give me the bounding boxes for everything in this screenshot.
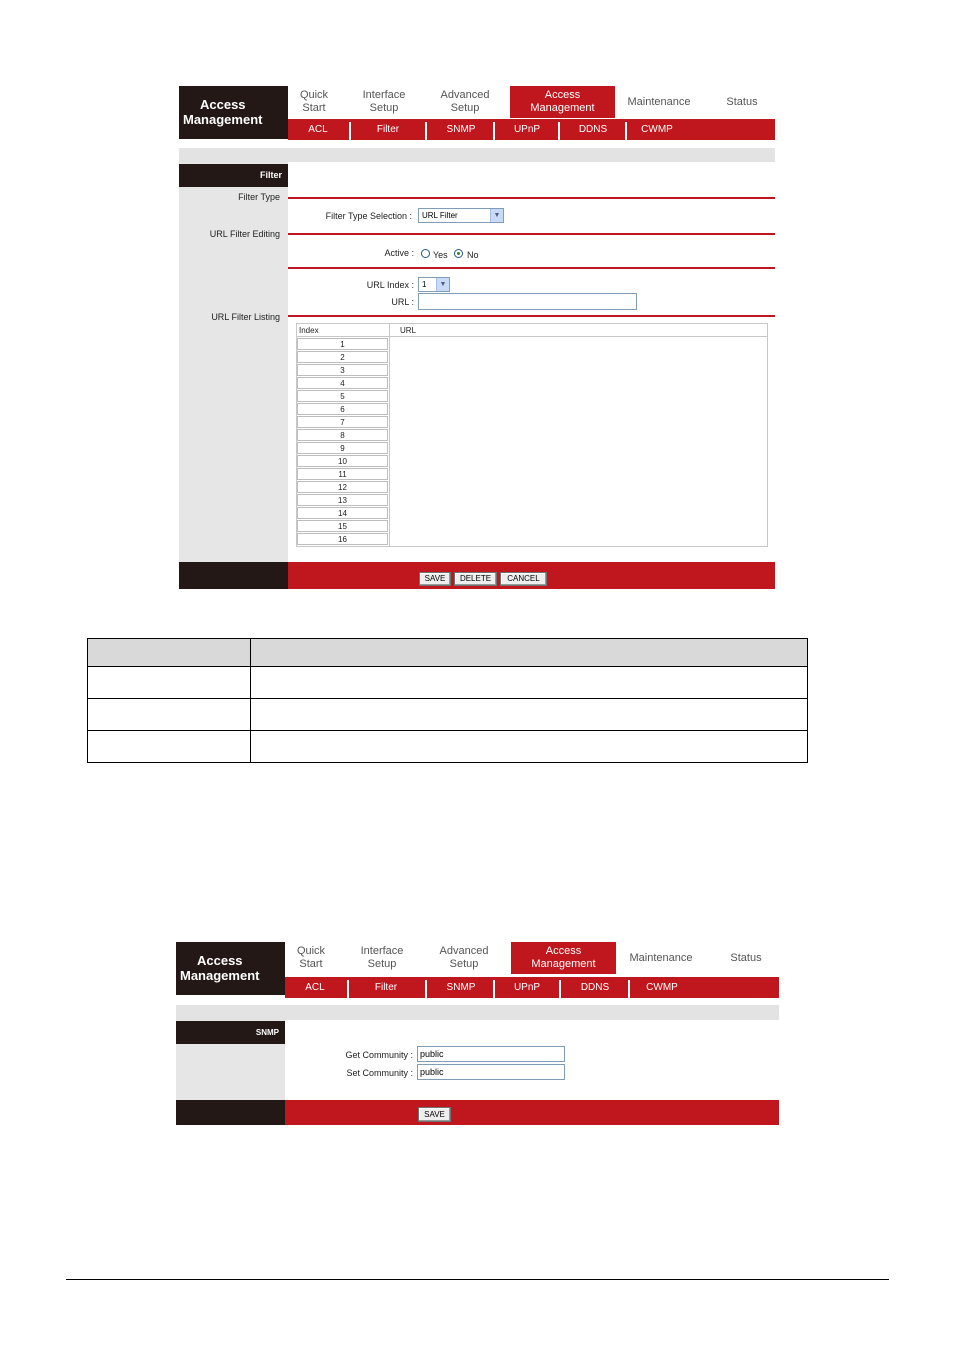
table-cell [88,667,251,699]
url-label: URL : [391,297,414,307]
header-spacer [179,148,775,162]
table-row [88,667,808,699]
index-column [297,338,389,546]
table-row [88,731,808,763]
subnav-separator [493,980,495,998]
subnav-separator [349,122,351,140]
tab-interface-setup[interactable]: Interface Setup [362,89,406,114]
header-spacer [176,1005,779,1020]
table-cell [251,639,808,667]
filter-type-selection-label: Filter Type Selection : [325,211,412,221]
table-row: 16 [297,533,388,545]
get-community-label: Get Community : [345,1050,413,1060]
subnav-bar [285,977,779,998]
table-row: 3 [297,364,388,376]
url-filter-editing-label: URL Filter Editing [209,229,280,239]
table-row: 4 [297,377,388,389]
filter-type-select[interactable]: URL Filter ▼ [418,208,504,223]
subnav-separator [425,980,427,998]
divider [288,267,775,269]
page-footer-rule [66,1279,889,1280]
column-header-index: Index [299,326,319,335]
tab-advanced-setup[interactable]: Advanced Setup [440,89,490,114]
active-label: Active : [384,248,414,258]
tab-interface-setup[interactable]: Interface Setup [360,945,404,970]
url-index-label: URL Index : [366,280,414,290]
table-row: 5 [297,390,388,402]
table-row: 1 [297,338,388,350]
left-column [179,162,288,562]
tab-access-management[interactable]: Access Management [510,86,615,118]
table-cell [88,731,251,763]
table-row: 10 [297,455,388,467]
delete-button[interactable]: DELETE [454,572,497,586]
active-yes-radio[interactable] [421,249,430,258]
subtab-ddns[interactable]: DDNS [578,124,608,135]
footer-bar [285,1100,779,1125]
table-row: 2 [297,351,388,363]
subtab-cwmp[interactable]: CWMP [641,124,673,135]
subnav-separator [493,122,495,140]
description-table [87,638,808,763]
tab-advanced-setup[interactable]: Advanced Setup [439,945,489,970]
url-input[interactable] [418,293,637,310]
chevron-down-icon: ▼ [436,278,449,291]
column-divider [389,324,390,546]
subtab-upnp[interactable]: UPnP [513,982,541,993]
save-button[interactable]: SAVE [419,572,451,586]
cancel-button[interactable]: CANCEL [500,572,547,586]
table-row [88,699,808,731]
url-filter-listing-label: URL Filter Listing [211,312,280,322]
subnav-separator [347,980,349,998]
footer-left [176,1100,285,1125]
subtab-filter[interactable]: Filter [376,124,400,135]
divider [288,233,775,235]
table-row: 8 [297,429,388,441]
subtab-cwmp[interactable]: CWMP [646,982,678,993]
tab-maintenance[interactable]: Maintenance [629,951,693,964]
table-row: 13 [297,494,388,506]
chevron-down-icon: ▼ [490,209,503,222]
subtab-upnp[interactable]: UPnP [513,124,541,135]
column-header-url: URL [400,326,417,335]
tab-quick-start[interactable]: Quick Start [296,945,326,970]
filter-panel [179,86,775,589]
table-header-row [88,639,808,667]
subnav-bar [288,119,775,140]
tab-status[interactable]: Status [730,951,762,964]
subtab-acl[interactable]: ACL [308,124,328,135]
subtab-snmp[interactable]: SNMP [446,982,476,993]
subtab-acl[interactable]: ACL [305,982,325,993]
active-no-label: No [467,250,479,260]
brand-logo: Access Management [176,942,285,995]
table-row: 9 [297,442,388,454]
table-cell [251,667,808,699]
table-row: 12 [297,481,388,493]
get-community-input[interactable]: public [417,1046,565,1062]
subnav-separator [625,122,627,140]
footer-left [179,562,288,589]
url-index-select[interactable]: 1 ▼ [418,277,450,292]
table-cell [88,699,251,731]
subnav-separator [559,980,561,998]
filter-type-label: Filter Type [238,192,280,202]
active-no-radio[interactable] [454,249,463,258]
subtab-filter[interactable]: Filter [374,982,398,993]
subnav-separator [558,122,560,140]
set-community-label: Set Community : [346,1068,413,1078]
brand-logo: Access Management [179,86,288,139]
snmp-panel [176,942,779,1125]
table-row: 6 [297,403,388,415]
subtab-snmp[interactable]: SNMP [446,124,476,135]
tab-maintenance[interactable]: Maintenance [627,95,691,108]
tab-quick-start[interactable]: Quick Start [299,89,329,114]
table-row: 7 [297,416,388,428]
url-filter-listing-table [296,323,768,547]
divider [288,197,775,199]
section-title: SNMP [176,1021,285,1044]
save-button[interactable]: SAVE [418,1107,451,1122]
divider [288,315,775,317]
subnav-separator [425,122,427,140]
active-yes-label: Yes [433,250,448,260]
set-community-input[interactable]: public [417,1064,565,1080]
table-row: 15 [297,520,388,532]
section-title: Filter [179,164,288,187]
subnav-separator [628,980,630,998]
table-cell [88,639,251,667]
header-divider [297,336,767,337]
table-row: 14 [297,507,388,519]
subtab-ddns[interactable]: DDNS [580,982,610,993]
table-cell [251,731,808,763]
tab-access-management[interactable]: Access Management [511,942,616,974]
tab-status[interactable]: Status [726,95,758,108]
table-cell [251,699,808,731]
table-row: 11 [297,468,388,480]
